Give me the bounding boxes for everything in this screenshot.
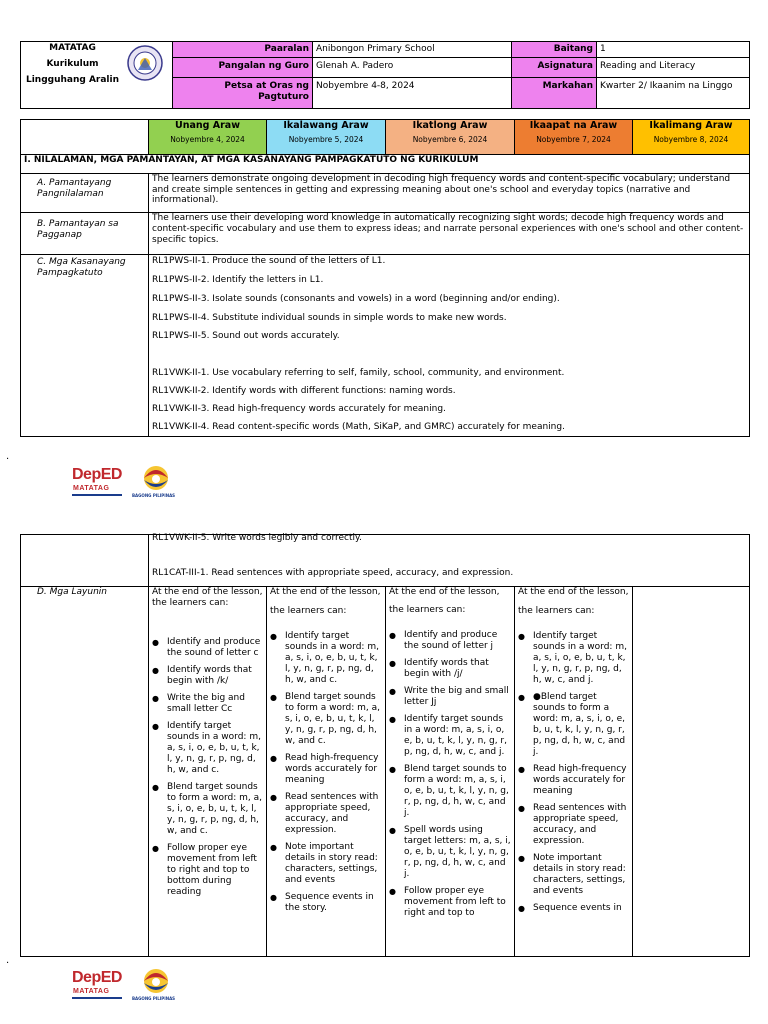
footer-logos-page2 [72, 967, 192, 1003]
list-item: ● Note important details in story read: characters, settings, and events [533, 853, 629, 897]
value-markahan: Kwarter 2/ Ikaanim na Linggo [596, 77, 750, 109]
row-a-label-text: A. Pamantayang Pangnilalaman [37, 178, 112, 199]
list-item: ● Identify words that begin with /j/ [404, 658, 511, 680]
bagong-pilipinas-logo-icon [134, 967, 178, 997]
row-b-label [20, 212, 149, 255]
competency-line: RL1VWK-II-4. Read content-specific words (Math, SiKaP, and GMRC) accurately for meaning. [152, 422, 565, 432]
value-petsa: Nobyembre 4-8, 2024 [312, 77, 512, 109]
layunin-day-2-intro-2: the learners can: [270, 606, 347, 616]
competency-line: RL1PWS-II-3. Isolate sounds (consonants and vowels) in a word (beginning and/or ending). [152, 294, 560, 304]
page-marker-dot: . [6, 955, 10, 966]
layunin-day-4-intro-2: the learners can: [518, 606, 595, 616]
layunin-day-1 [148, 586, 267, 957]
layunin-day-1-list [152, 637, 263, 898]
list-item: ● Read high-frequency words accurately for meaning [285, 753, 382, 786]
day-5-header [632, 119, 750, 155]
row-a-label [20, 173, 149, 213]
list-item: ● Identify and produce the sound of letter c [167, 637, 263, 659]
matatag-logo-text: MATATAG [73, 485, 110, 492]
day-4-name: Ikaapat na Araw [529, 120, 618, 131]
list-item: ● Identify target sounds in a word: m, a, s, i, o, e, b, u, t, k, l, y, n, g, r, p, ng, d, h, w, and c. [167, 721, 263, 776]
label-paaralan: Paaralan [172, 41, 313, 58]
layunin-day-3-intro-2: the learners can: [389, 605, 466, 615]
value-baitang: 1 [596, 41, 750, 58]
layunin-day-2-intro: At the end of the lesson, [270, 587, 381, 597]
list-item: ● Note important details in story read: characters, settings, and events [285, 842, 382, 886]
matatag-underline [72, 997, 122, 999]
day-2-name: Ikalawang Araw [283, 120, 369, 131]
row-a-text: The learners demonstrate ongoing development in decoding high frequency words and content-specific vocabulary; understand and create simple sentences in getting and expressing meaning about one's school and everyday topics (narrative and informational). [148, 173, 750, 213]
layunin-day-2 [266, 586, 386, 957]
list-item: ● Read sentences with appropriate speed, accuracy, and expression. [285, 792, 382, 836]
competency-line: RL1VWK-II-1. Use vocabulary referring to self, family, school, community, and environment. [152, 368, 565, 378]
label-baitang: Baitang [511, 41, 597, 58]
list-item: ● Identify target sounds in a word: m, a, s, i, o, e, b, u, t, k, l, y, n, g, r, p, ng, d, h, w, c, and j. [533, 631, 629, 686]
list-item: ● Read high-frequency words accurately for meaning [533, 764, 629, 797]
competency-line: RL1CAT-III-1. Read sentences with appropriate speed, accuracy, and expression. [152, 568, 514, 578]
competency-line: RL1VWK-II-3. Read high-frequency words accurately for meaning. [152, 404, 446, 414]
list-item: ● Blend target sounds to form a word: m, a, s, i, o, e, b, u, t, k, l, y, n, g, r, p, ng, d, h, w, c, and j. [404, 764, 511, 819]
day-4-header [514, 119, 633, 155]
row-d-label-text: D. Mga Layunin [37, 587, 107, 597]
day-5-name: Ikalimang Araw [649, 120, 733, 131]
section-1-title: I. NILALAMAN, MGA PAMANTAYAN, AT MGA KASANAYANG PAMPAGKATUTO NG KURIKULUM [20, 154, 750, 174]
title-block [20, 41, 125, 109]
day-2-date: Nobyembre 5, 2024 [288, 135, 364, 144]
cont-label-blank [20, 534, 149, 587]
deped-logo [72, 466, 122, 484]
layunin-day-3-intro: At the end of the lesson, [389, 587, 500, 597]
list-item: ● Identify words that begin with /k/ [167, 665, 263, 687]
value-asignatura: Reading and Literacy [596, 57, 750, 78]
day-1-name: Unang Araw [175, 120, 240, 131]
competency-line: RL1VWK-II-2. Identify words with different functions: naming words. [152, 386, 456, 396]
day-5-date: Nobyembre 8, 2024 [653, 135, 729, 144]
page-marker-dot: . [6, 451, 10, 462]
list-item: ● Follow proper eye movement from left to right and top to bottom during reading [167, 843, 263, 898]
list-item: ● Follow proper eye movement from left to right and top to [404, 886, 511, 919]
day-2-header [266, 119, 386, 155]
row-c-label [20, 254, 149, 437]
competency-line: RL1PWS-II-2. Identify the letters in L1. [152, 275, 324, 285]
layunin-day-4 [514, 586, 633, 957]
deped-seal-icon [126, 44, 164, 82]
row-b-label-text: B. Pamantayan sa Pagganap [37, 219, 119, 240]
day-1-header [148, 119, 267, 155]
bagong-pilipinas-text: BAGONG PILIPINAS [132, 996, 176, 1001]
list-item: ● Blend target sounds to form a word: m, a, s, i, o, e, b, u, t, k, l, y, n, g, r, p, ng, d, h, w, and c. [285, 692, 382, 747]
matatag-logo-text: MATATAG [73, 988, 110, 995]
layunin-day-3 [385, 586, 515, 957]
label-asignatura: Asignatura [511, 57, 597, 78]
bagong-pilipinas-text: BAGONG PILIPINAS [132, 493, 176, 498]
day-1-date: Nobyembre 4, 2024 [170, 135, 245, 144]
bagong-pilipinas-logo-icon [134, 464, 178, 494]
day-3-name: Ikatlong Araw [412, 120, 488, 131]
layunin-day-1-intro: At the end of the lesson, the learners can: [152, 587, 263, 608]
layunin-day-4-intro: At the end of the lesson, [518, 587, 629, 597]
list-item: ● Identify target sounds in a word: m, a, s, i, o, e, b, u, t, k, l, y, n, g, r, p, ng, d, h, w, c, and j. [404, 714, 511, 758]
row-c-label-text: C. Mga Kasanayang Pampagkatuto [37, 257, 126, 278]
competency-line: RL1VWK-II-5. Write words legibly and correctly. [152, 533, 362, 543]
competency-line: RL1PWS-II-1. Produce the sound of the letters of L1. [152, 256, 386, 266]
label-guro: Pangalan ng Guro [172, 57, 313, 78]
list-item: ● Write the big and small letter Cc [167, 693, 263, 715]
list-item: ● Sequence events in the story. [285, 892, 382, 914]
list-item: ● Spell words using target letters: m, a, s, i, o, e, b, u, t, k, l, y, n, g, r, p, ng, d, h, w, c, and j. [404, 825, 511, 880]
layunin-day-2-list [270, 631, 382, 914]
list-item: ● Blend target sounds to form a word: m, a, s, i, o, e, b, u, t, k, l, y, n, g, r, p, ng, d, h, w, and c. [167, 782, 263, 837]
label-markahan: Markahan [511, 77, 597, 109]
label-petsa: Petsa at Oras ng Pagtuturo [172, 77, 313, 109]
row-b-text: The learners use their developing word knowledge in automatically recognizing sight words; decode high frequency words and content-specific vocabulary and use them to express ideas; and narrate personal experiences with one's school and other content-specific topics. [148, 212, 750, 255]
competency-line: RL1PWS-II-5. Sound out words accurately. [152, 331, 340, 341]
row-d-label [20, 586, 149, 957]
list-item: ● Sequence events in [533, 903, 629, 914]
list-item: ● Read sentences with appropriate speed, accuracy, and expression. [533, 803, 629, 847]
list-item: ● Write the big and small letter Jj [404, 686, 511, 708]
layunin-day-4-list [518, 631, 629, 914]
layunin-day-5 [632, 586, 750, 957]
day-4-date: Nobyembre 7, 2024 [536, 135, 611, 144]
competency-line: RL1PWS-II-4. Substitute individual sounds in simple words to make new words. [152, 313, 507, 323]
day-3-header [385, 119, 515, 155]
title-matatag: MATATAG [49, 43, 96, 53]
list-item: ● Identify and produce the sound of letter j [404, 630, 511, 652]
title-kurikulum: Kurikulum [46, 59, 99, 69]
value-paaralan: Anibongon Primary School [312, 41, 512, 58]
matatag-underline [72, 494, 122, 496]
day-header-blank [20, 119, 149, 155]
footer-logos-page1 [72, 464, 192, 500]
day-3-date: Nobyembre 6, 2024 [412, 135, 488, 144]
deped-logo-text: DepED [72, 969, 122, 986]
deped-logo-text: DepED [72, 466, 122, 483]
list-item: ● Identify target sounds in a word: m, a, s, i, o, e, b, u, t, k, l, y, n, g, r, p, ng, d, h, w, and c. [285, 631, 382, 686]
layunin-day-3-list [389, 630, 511, 919]
title-lingguhang-aralin: Lingguhang Aralin [25, 75, 120, 85]
list-item: ● ●Blend target sounds to form a word: m, a, s, i, o, e, b, u, t, k, l, y, n, g, r, p, ng, d, h, w, c, and j. [533, 692, 629, 758]
value-guro: Glenah A. Padero [312, 57, 512, 78]
deped-logo [72, 969, 122, 987]
